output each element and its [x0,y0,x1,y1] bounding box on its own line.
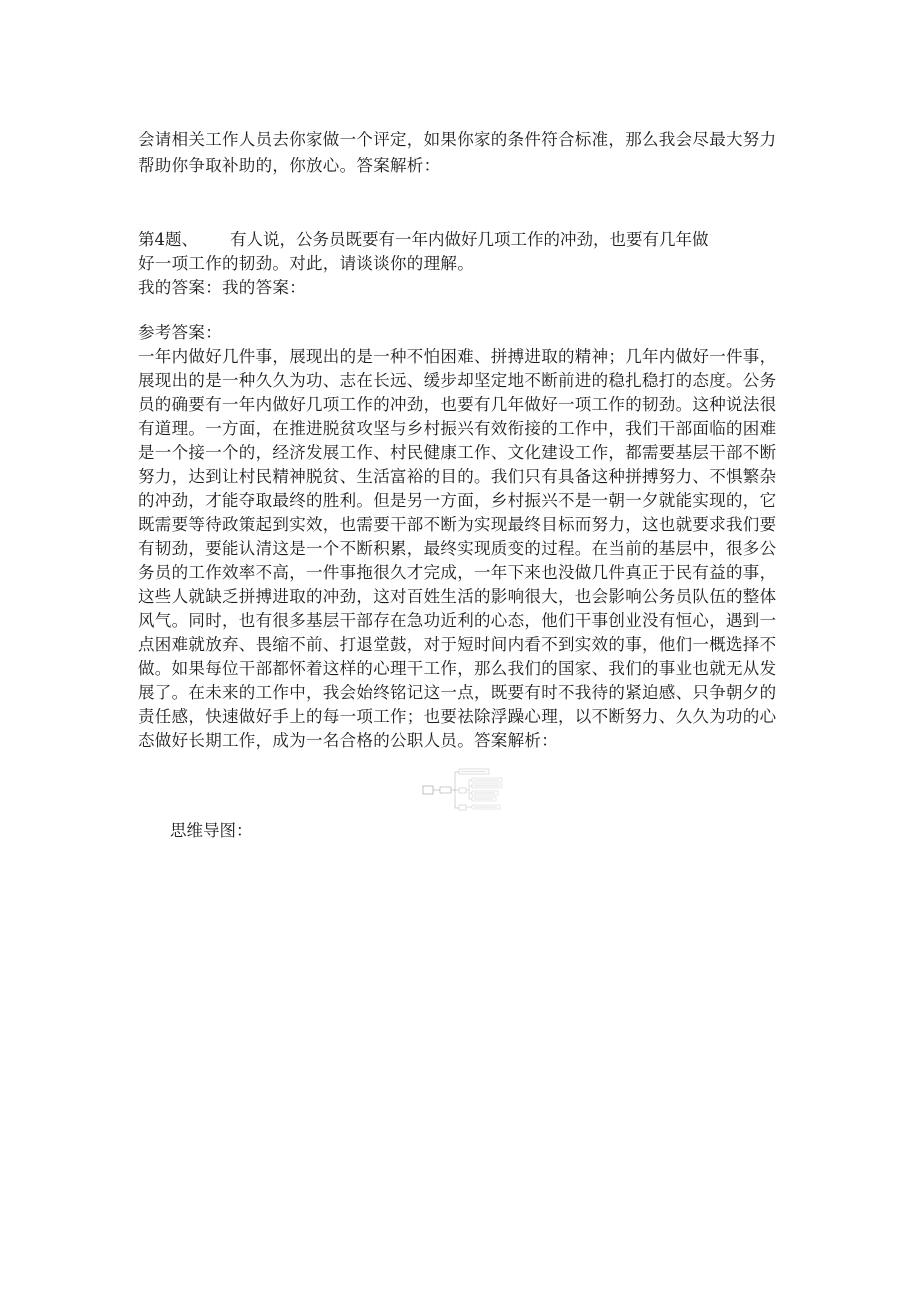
mindmap-node [440,787,451,793]
mindmap-connector [466,780,472,807]
question-text-line-1: 有人说，公务员既要有一年内做好几项工作的冲劲，也要有几年做 [230,230,709,249]
answer-line: 态做好长期工作，成为一名合格的公职人员。答案解析： [138,731,558,750]
intro-line-2: 帮助你争取补助的，你放心。答案解析： [138,156,441,175]
answer-line: 员的确要有一年内做好几项工作的冲劲，也要有几年做好一项工作的韧劲。这种说法很 [138,395,777,414]
answer-line: 的冲劲，才能夺取最终的胜利。但是另一方面，乡村振兴不是一朝一夕就能实现的，它 [138,491,777,510]
mindmap-node [459,805,466,810]
mindmap-label: 思维导图： [170,821,253,840]
answer-line: 风气。同时，也有很多基层干部存在急功近利的心态，他们干事创业没有恒心，遇到一 [138,611,777,630]
my-answer: 我的答案：我的答案： [138,278,306,297]
reference-answer-label: 参考答案： [138,323,222,342]
answer-line: 点困难就放弃、畏缩不前、打退堂鼓，对于短时间内看不到实效的事，他们一概选择不 [138,635,777,654]
question-number: 第4题、 [138,230,198,249]
answer-line: 既需要等待政策起到实效，也需要干部不断为实现最终目标而努力，这也就要求我们要 [138,515,777,534]
answer-line: 有韧劲，要能认清这是一个不断积累，最终实现质变的过程。在当前的基层中，很多公 [138,539,777,558]
answer-line: 展了。在未来的工作中，我会始终铭记这一点，既要有时不我待的紧迫感、只争朝夕的 [138,683,777,702]
answer-line: 这些人就缺乏拼搏进取的冲劲，这对百姓生活的影响很大，也会影响公务员队伍的整体 [138,587,777,606]
answer-line: 务员的工作效率不高，一件事拖很久才完成，一年下来也没做几件真正于民有益的事， [138,563,777,582]
answer-line: 是一个接一个的，经济发展工作、村民健康工作、文化建设工作，都需要基层干部不断 [138,443,777,462]
mindmap-root-node [423,786,433,794]
answer-line: 有道理。一方面，在推进脱贫攻坚与乡村振兴有效衔接的工作中，我们干部面临的困难 [138,419,777,438]
mindmap-connector [451,772,459,808]
mindmap-node [459,788,466,793]
answer-line: 做。如果每位干部都怀着这样的心理干工作，那么我们的国家、我们的事业也就无从发 [138,659,777,678]
answer-line: 一年内做好几件事，展现出的是一种不怕困难、拼搏进取的精神；几年内做好一件事， [138,347,777,366]
answer-line: 展现出的是一种久久为功、志在长远、缓步却坚定地不断前进的稳扎稳打的态度。公务 [138,371,777,390]
answer-line: 责任感，快速做好手上的每一项工作；也要祛除浮躁心理，以不断努力、久久为功的心 [138,707,777,726]
mindmap-thumbnail [422,767,504,813]
answer-line: 努力，达到让村民精神脱贫、生活富裕的目的。我们只有具备这种拼搏努力、不惧繁杂 [138,467,777,486]
question-text-line-2: 好一项工作的韧劲。对此，请谈谈你的理解。 [138,254,474,273]
intro-line-1: 会请相关工作人员去你家做一个评定，如果你家的条件符合标准，那么我会尽最大努力 [138,130,777,149]
